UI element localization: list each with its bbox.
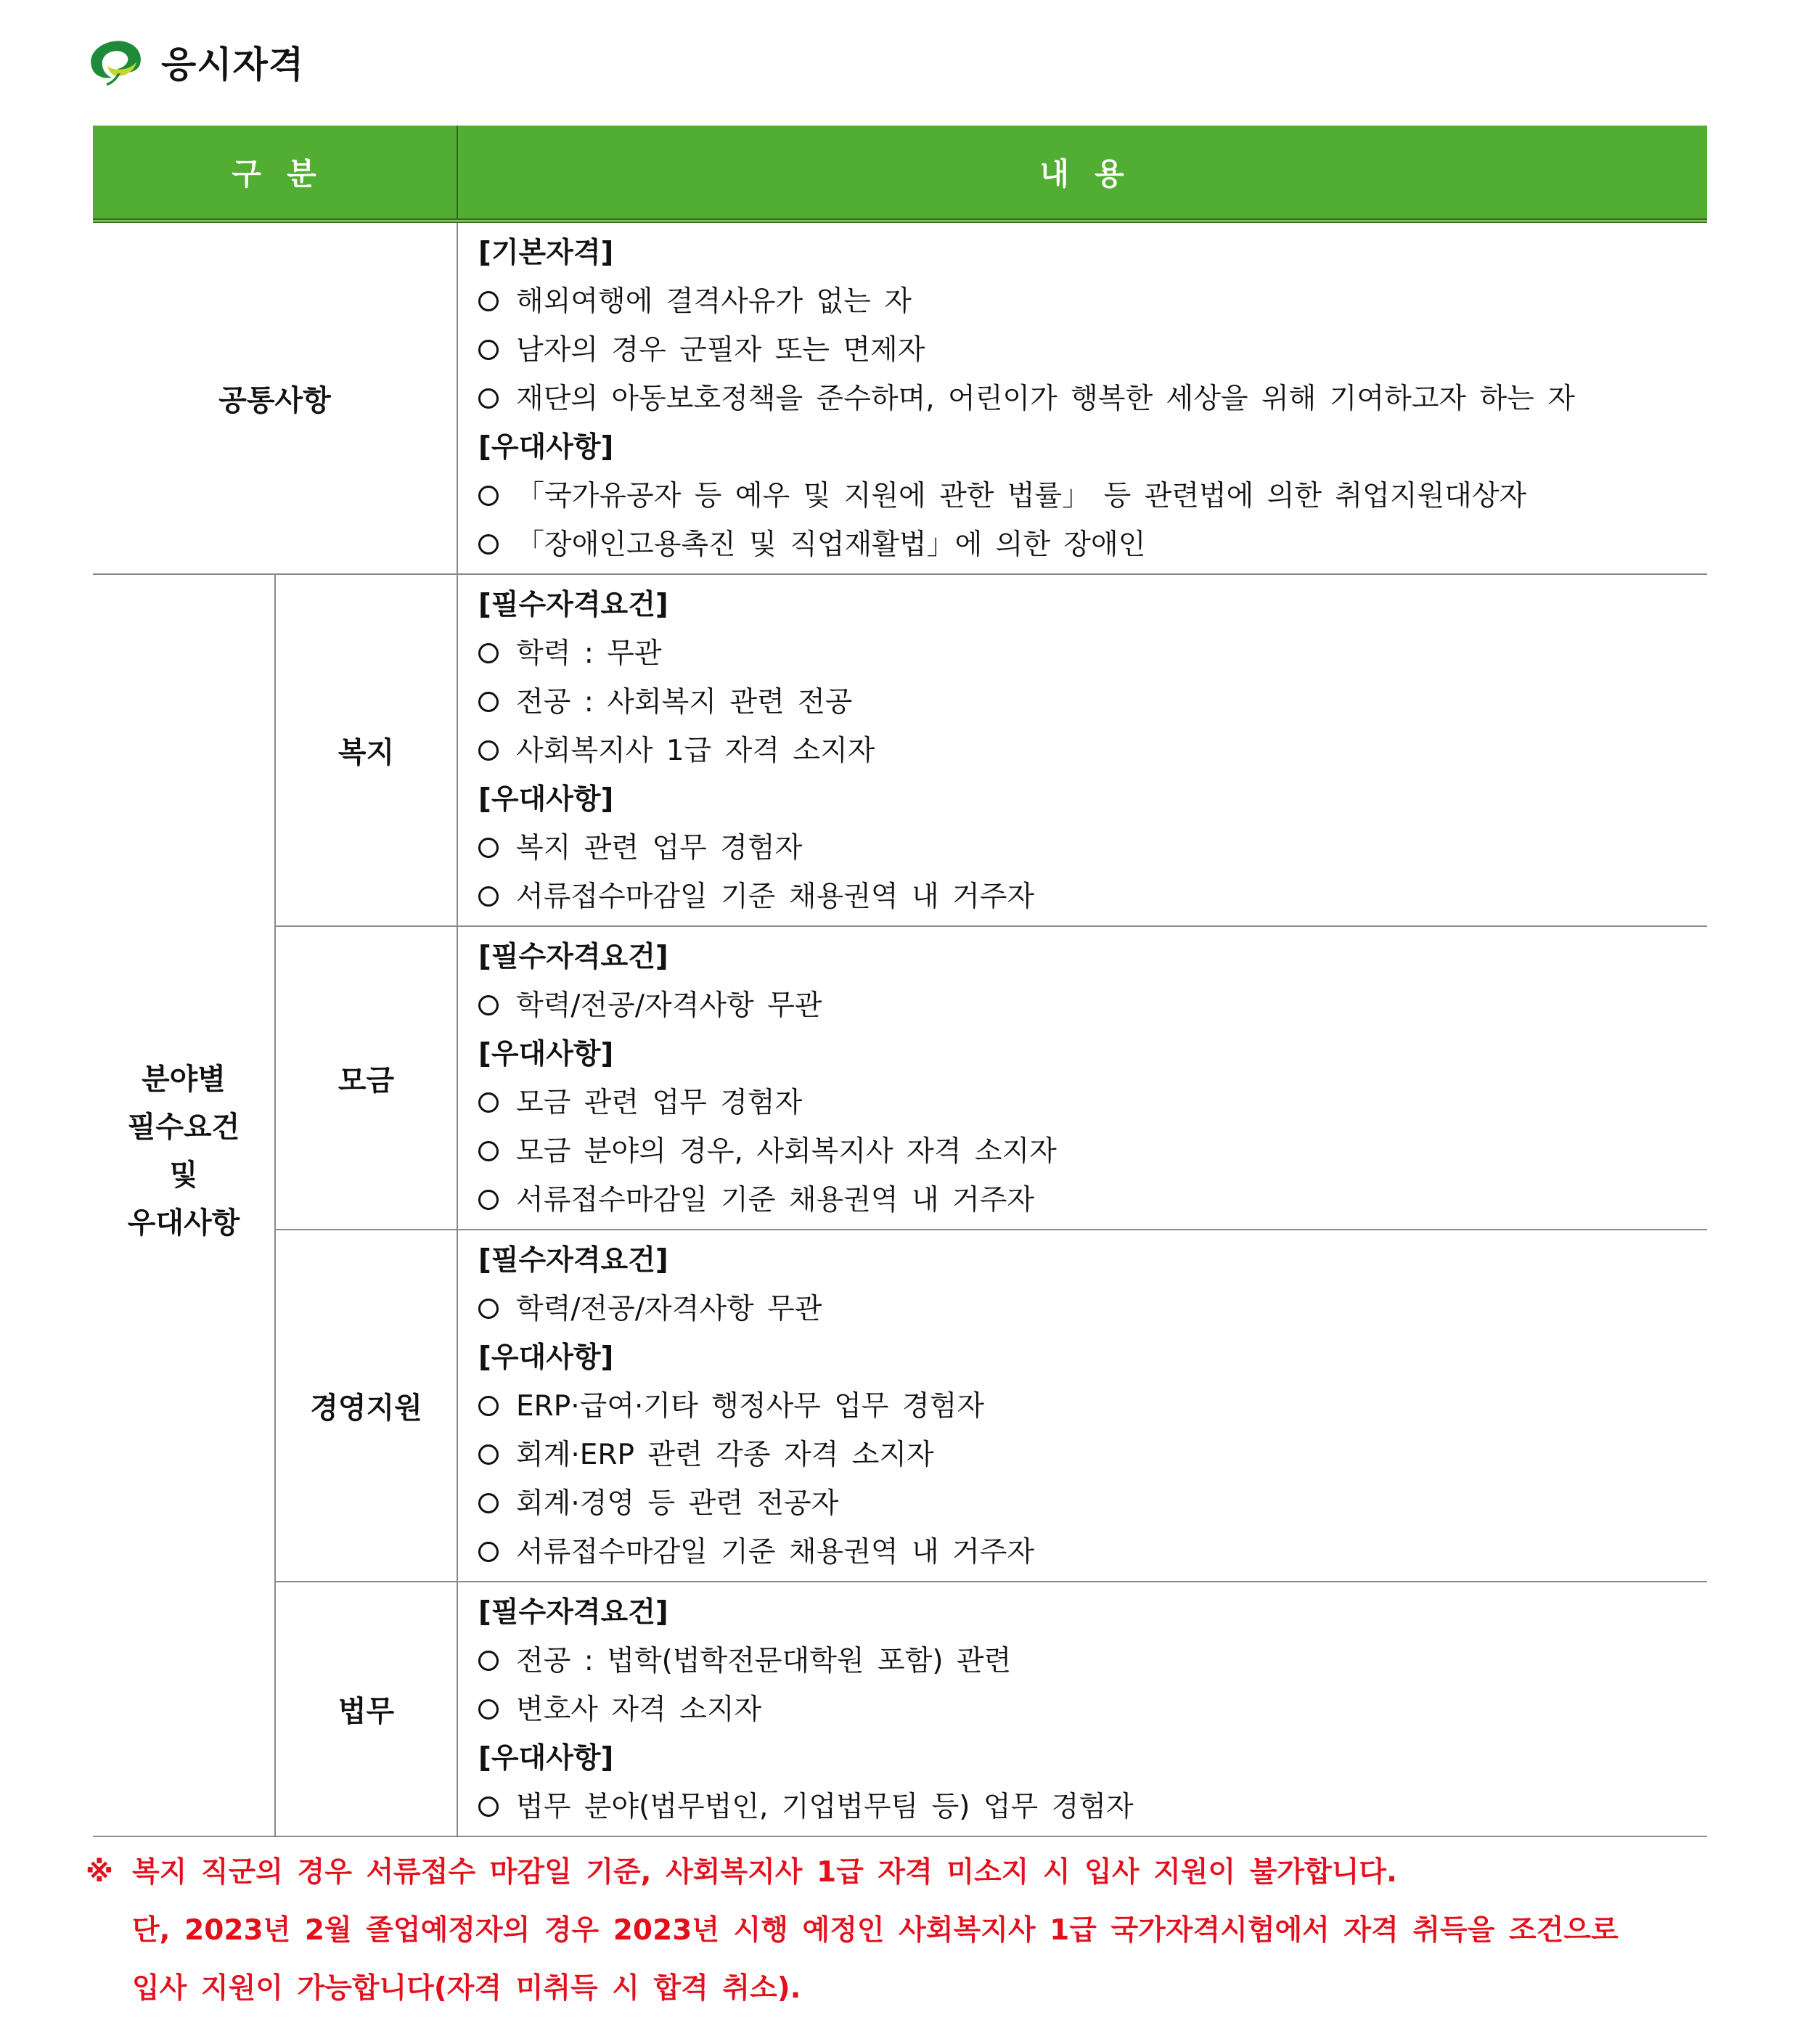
qualification-table bbox=[93, 126, 1707, 1837]
section-title: [필수자격요건] bbox=[478, 1244, 668, 1277]
field-content bbox=[457, 1582, 1707, 1836]
list-item-text: 복지 관련 업무 경험자 bbox=[516, 832, 803, 864]
field-label: 경영지원 bbox=[275, 1230, 457, 1582]
circle-bullet-icon bbox=[478, 534, 499, 555]
list-item bbox=[478, 1528, 1707, 1577]
row-content bbox=[457, 221, 1707, 574]
table-body bbox=[93, 221, 1707, 1836]
circle-bullet-icon bbox=[478, 692, 499, 712]
list-item bbox=[478, 1176, 1707, 1225]
list-item bbox=[478, 1127, 1707, 1176]
circle-bullet-icon bbox=[478, 1542, 499, 1562]
table-row bbox=[93, 221, 1707, 574]
circle-bullet-icon bbox=[478, 1493, 499, 1513]
list-item bbox=[478, 1285, 1707, 1333]
circle-bullet-icon bbox=[478, 1141, 499, 1161]
circle-bullet-icon bbox=[478, 1444, 499, 1465]
circle-bullet-icon bbox=[478, 388, 499, 409]
circle-bullet-icon bbox=[478, 291, 499, 311]
circle-bullet-icon bbox=[478, 643, 499, 663]
list-item-text: 재단의 아동보호정책을 준수하며, 어린이가 행복한 세상을 위해 기여하고자 하는 자 bbox=[516, 383, 1575, 415]
red-notice bbox=[86, 1844, 1619, 2018]
list-item bbox=[478, 1637, 1707, 1685]
list-item bbox=[478, 678, 1707, 727]
section-title: [우대사항] bbox=[478, 1038, 614, 1071]
list-item-text: 서류접수마감일 기준 채용권역 내 거주자 bbox=[516, 1536, 1035, 1569]
circle-bullet-icon bbox=[478, 1651, 499, 1671]
header-category: 구 분 bbox=[93, 126, 457, 221]
section-title: [우대사항] bbox=[478, 783, 614, 816]
list-item-text: 사회복지사 1급 자격 소지자 bbox=[516, 735, 875, 767]
field-content bbox=[457, 574, 1707, 926]
list-item-text: 전공 : 사회복지 관련 전공 bbox=[516, 686, 853, 719]
list-item-text: 모금 관련 업무 경험자 bbox=[516, 1087, 803, 1119]
group-label-line: 우대사항 bbox=[127, 1206, 240, 1240]
circle-bullet-icon bbox=[478, 340, 499, 360]
list-item-text: 남자의 경우 군필자 또는 면제자 bbox=[516, 334, 925, 367]
circle-bullet-icon bbox=[478, 1092, 499, 1113]
list-item bbox=[478, 1431, 1707, 1479]
circle-bullet-icon bbox=[478, 1190, 499, 1210]
list-item bbox=[478, 1685, 1707, 1734]
field-content bbox=[457, 926, 1707, 1230]
list-item-text: 모금 분야의 경우, 사회복지사 자격 소지자 bbox=[516, 1135, 1057, 1168]
field-label: 모금 bbox=[275, 926, 457, 1230]
field-label: 복지 bbox=[275, 574, 457, 926]
list-item bbox=[478, 326, 1707, 375]
field-label: 법무 bbox=[275, 1582, 457, 1836]
list-item-text: 학력/전공/자격사항 무관 bbox=[516, 1293, 822, 1325]
circle-bullet-icon bbox=[478, 838, 499, 858]
table-row bbox=[93, 1230, 1707, 1582]
section-heading bbox=[86, 29, 304, 94]
list-item bbox=[478, 629, 1707, 678]
circle-bullet-icon bbox=[478, 1396, 499, 1416]
circle-bullet-icon bbox=[478, 486, 499, 506]
circle-bullet-icon bbox=[478, 1796, 499, 1817]
list-item-text: 전공 : 법학(법학전문대학원 포함) 관련 bbox=[516, 1645, 1012, 1677]
list-item-text: 법무 분야(법무법인, 기업법무팀 등) 업무 경험자 bbox=[516, 1791, 1134, 1823]
section-title: [필수자격요건] bbox=[478, 1596, 668, 1629]
circle-bullet-icon bbox=[478, 886, 499, 907]
list-item-text: 회계·경영 등 관련 전공자 bbox=[516, 1487, 839, 1520]
list-item-text: 해외여행에 결격사유가 없는 자 bbox=[516, 285, 912, 318]
table-row bbox=[93, 1582, 1707, 1836]
list-item-text: 서류접수마감일 기준 채용권역 내 거주자 bbox=[516, 880, 1035, 913]
field-content bbox=[457, 1230, 1707, 1582]
list-item-text: ERP·급여·기타 행정사무 업무 경험자 bbox=[516, 1390, 985, 1423]
group-label-line: 분야별 bbox=[142, 1063, 226, 1096]
row-label: 공통사항 bbox=[93, 221, 457, 574]
list-item-text: 「장애인고용촉진 및 직업재활법」에 의한 장애인 bbox=[516, 528, 1146, 561]
list-item-text: 변호사 자격 소지자 bbox=[516, 1693, 762, 1726]
list-item bbox=[478, 375, 1707, 423]
group-label bbox=[93, 574, 275, 1836]
list-item bbox=[478, 872, 1707, 921]
list-item bbox=[478, 1079, 1707, 1127]
group-label-line: 및 bbox=[169, 1158, 198, 1192]
group-label-line: 필수요건 bbox=[127, 1111, 240, 1144]
list-item-text: 「국가유공자 등 예우 및 지원에 관한 법률」 등 관련법에 의한 취업지원대상자 bbox=[516, 480, 1527, 512]
circle-bullet-icon bbox=[478, 1299, 499, 1319]
page-title: 응시자격 bbox=[161, 44, 305, 86]
list-item bbox=[478, 1479, 1707, 1528]
list-item-text: 회계·ERP 관련 각종 자격 소지자 bbox=[516, 1439, 934, 1471]
list-item bbox=[478, 520, 1707, 569]
list-item bbox=[478, 727, 1707, 775]
notice-line-1: ※ 복지 직군의 경우 서류접수 마감일 기준, 사회복지사 1급 자격 미소지 시 입사 지원이 불가합니다. bbox=[86, 1844, 1619, 1902]
section-title: [기본자격] bbox=[478, 237, 614, 269]
section-title: [우대사항] bbox=[478, 1341, 614, 1374]
notice-line-3: 입사 지원이 가능합니다(자격 미취득 시 합격 취소). bbox=[132, 1972, 801, 2005]
list-item bbox=[478, 981, 1707, 1030]
notice-line-2: 단, 2023년 2월 졸업예정자의 경우 2023년 시행 예정인 사회복지사 1급 국가자격시험에서 자격 취득을 조건으로 bbox=[132, 1914, 1619, 1947]
table-row bbox=[93, 574, 1707, 926]
list-item bbox=[478, 472, 1707, 520]
table-row bbox=[93, 926, 1707, 1230]
list-item bbox=[478, 277, 1707, 326]
circle-bullet-icon bbox=[478, 995, 499, 1015]
header-content: 내 용 bbox=[457, 126, 1707, 221]
list-item-text: 학력 : 무관 bbox=[516, 637, 662, 670]
list-item bbox=[478, 824, 1707, 872]
section-title: [우대사항] bbox=[478, 431, 614, 464]
list-item bbox=[478, 1783, 1707, 1831]
section-title: [우대사항] bbox=[478, 1742, 614, 1775]
section-title: [필수자격요건] bbox=[478, 589, 668, 621]
table-header-row bbox=[93, 126, 1707, 221]
list-item-text: 학력/전공/자격사항 무관 bbox=[516, 989, 822, 1022]
leaf-logo-icon bbox=[86, 37, 145, 86]
list-item-text: 서류접수마감일 기준 채용권역 내 거주자 bbox=[516, 1184, 1035, 1217]
section-title: [필수자격요건] bbox=[478, 941, 668, 973]
reference-mark: ※ bbox=[86, 1856, 113, 1889]
circle-bullet-icon bbox=[478, 1699, 499, 1720]
list-item bbox=[478, 1382, 1707, 1431]
circle-bullet-icon bbox=[478, 740, 499, 761]
